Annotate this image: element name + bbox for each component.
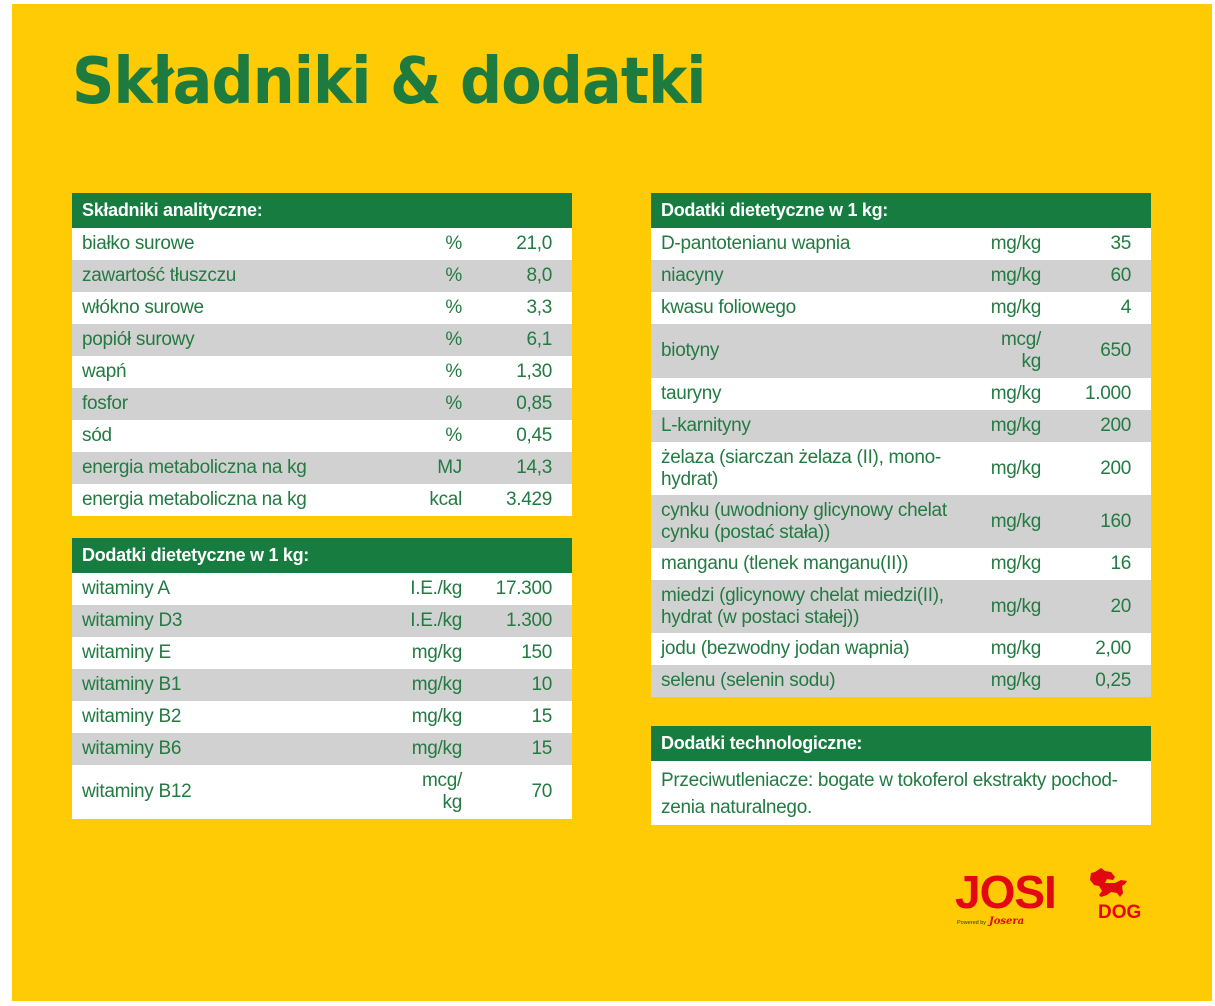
row-value: 15: [462, 733, 572, 765]
row-value: 650: [1041, 324, 1151, 378]
row-name: niacyny: [651, 260, 951, 292]
row-unit: mg/kg: [990, 457, 1041, 479]
dog-icon: [1090, 868, 1127, 897]
row-unit: I.E./kg: [410, 578, 462, 599]
row-unit: I.E./kg: [387, 605, 462, 637]
page-title: Składniki & dodatki: [72, 45, 706, 119]
row-value: 1.300: [462, 605, 572, 637]
row-unit: mg/kg: [387, 669, 462, 701]
row-value: 2,00: [1095, 638, 1131, 659]
logo-powered: Powered by: [957, 920, 987, 926]
row-unit: %: [387, 388, 462, 420]
table-row: [651, 324, 1151, 378]
logo-maker: Josera: [989, 916, 1025, 927]
table-row: [72, 420, 572, 452]
row-unit: MJ: [387, 452, 462, 484]
row-unit: mg/kg: [951, 495, 1041, 548]
table-row: [72, 573, 572, 605]
name-line: miedzi (glicynowy chelat miedzi(II),: [661, 584, 944, 606]
row-name: witaminy B1: [72, 669, 387, 701]
row-value: 21,0: [516, 233, 552, 254]
table-row: [651, 665, 1151, 697]
table-row: [651, 633, 1151, 665]
row-unit: mg/kg: [951, 580, 1041, 633]
row-unit: mg/kg: [990, 383, 1041, 404]
row-name: witaminy D3: [72, 605, 387, 637]
row-name: selenu (selenin sodu): [651, 665, 951, 697]
table-row: [72, 701, 572, 733]
row-value: 20: [1041, 580, 1151, 633]
row-name: białko surowe: [82, 233, 195, 254]
row-value: 70: [531, 781, 552, 802]
table-row: [72, 452, 572, 484]
row-unit: mg/kg: [990, 297, 1041, 318]
table-row: [72, 484, 572, 516]
additives-header: Dodatki dietetyczne w 1 kg:: [651, 193, 1151, 228]
table-row: [651, 378, 1151, 410]
row-unit: %: [445, 361, 462, 382]
name-line: żelaza (siarczan żelaza (II), mono-: [661, 446, 941, 468]
row-name: witaminy B6: [72, 733, 387, 765]
unit-line: mcg/: [1001, 329, 1041, 350]
row-name: zawartość tłuszczu: [72, 260, 387, 292]
row-name: biotyny: [651, 324, 951, 378]
row-unit: mg/kg: [411, 642, 462, 663]
analytic-table: [72, 193, 572, 516]
table-row: [72, 228, 572, 260]
row-name: energia metaboliczna na kg: [82, 489, 307, 510]
row-value: 160: [1041, 495, 1151, 548]
row-name: manganu (tlenek manganu(II)): [661, 553, 909, 574]
text-line: zenia naturalnego.: [661, 797, 812, 818]
row-value: 14,3: [462, 452, 572, 484]
table-row: [72, 356, 572, 388]
row-value: 10: [462, 669, 572, 701]
vitamins-table: [72, 538, 572, 819]
row-unit: kcal: [429, 489, 462, 510]
row-value: 200: [1041, 410, 1151, 442]
row-unit: mg/kg: [951, 260, 1041, 292]
row-name: D-pantotenianu wapnia: [661, 233, 851, 254]
row-name: popiół surowy: [72, 324, 387, 356]
logo-brand: JOSI: [955, 866, 1056, 918]
row-unit: %: [387, 324, 462, 356]
vitamins-header: Dodatki dietetyczne w 1 kg:: [72, 538, 572, 573]
name-line: cynku (postać stała)): [661, 521, 830, 543]
row-name: [651, 580, 951, 633]
table-row: [651, 442, 1151, 495]
row-value: 3,3: [526, 297, 552, 318]
row-unit: mg/kg: [411, 706, 462, 727]
row-value: 60: [1041, 260, 1151, 292]
row-name: włókno surowe: [82, 297, 204, 318]
unit-line: kg: [1021, 351, 1041, 372]
table-row: [651, 292, 1151, 324]
row-unit: %: [445, 233, 462, 254]
table-row: [72, 765, 572, 819]
row-name: energia metaboliczna na kg: [72, 452, 387, 484]
table-row: [651, 580, 1151, 633]
row-unit: mg/kg: [990, 638, 1041, 659]
unit-line: kg: [442, 792, 462, 813]
row-name: fosfor: [72, 388, 387, 420]
row-name: sód: [82, 425, 112, 446]
row-unit: [387, 765, 462, 819]
row-name: L-karnityny: [651, 410, 951, 442]
row-unit: mg/kg: [990, 553, 1041, 574]
row-name: witaminy B2: [82, 706, 182, 727]
analytic-header: Składniki analityczne:: [72, 193, 572, 228]
row-unit: mg/kg: [951, 665, 1041, 697]
table-row: [72, 324, 572, 356]
name-line: hydrat (w postaci stałej)): [661, 606, 860, 628]
table-row: [72, 260, 572, 292]
row-unit: %: [445, 425, 462, 446]
table-row: [72, 605, 572, 637]
row-value: 15: [531, 706, 552, 727]
row-unit: %: [387, 260, 462, 292]
row-name: tauryny: [661, 383, 722, 404]
row-unit: mg/kg: [990, 233, 1041, 254]
row-unit: %: [445, 297, 462, 318]
technological-table: [651, 726, 1151, 825]
logo-sub: DOG: [1098, 902, 1142, 923]
technological-header: Dodatki technologiczne:: [651, 726, 1151, 761]
row-value: 200: [1100, 457, 1131, 479]
row-value: 3.429: [505, 489, 552, 510]
row-value: 1,30: [516, 361, 552, 382]
row-value: 4: [1120, 297, 1131, 318]
row-name: jodu (bezwodny jodan wapnia): [661, 638, 910, 659]
table-row: [651, 548, 1151, 580]
josidog-logo: [955, 866, 1145, 928]
row-value: 8,0: [462, 260, 572, 292]
table-row: [651, 410, 1151, 442]
table-row: [651, 228, 1151, 260]
unit-line: mcg/: [422, 770, 462, 791]
row-value: 0,85: [462, 388, 572, 420]
name-line: hydrat): [661, 468, 719, 490]
row-name: kwasu foliowego: [661, 297, 796, 318]
table-row: [651, 495, 1151, 548]
table-row: [72, 733, 572, 765]
technological-text: [651, 761, 1151, 825]
row-value: 1.000: [1084, 383, 1131, 404]
row-name: witaminy B12: [82, 781, 192, 802]
row-value: 150: [521, 642, 552, 663]
row-name: witaminy E: [82, 642, 171, 663]
table-row: [651, 761, 1151, 825]
row-unit: mg/kg: [387, 733, 462, 765]
row-value: 6,1: [462, 324, 572, 356]
text-line: Przeciwutleniacze: bogate w tokoferol ekstrakty pochod-: [661, 770, 1118, 791]
row-value: 0,45: [516, 425, 552, 446]
row-value: 16: [1110, 553, 1131, 574]
table-row: [72, 388, 572, 420]
row-name: witaminy A: [82, 578, 170, 599]
table-row: [651, 260, 1151, 292]
table-row: [72, 292, 572, 324]
row-name: [651, 442, 951, 495]
name-line: cynku (uwodniony glicynowy chelat: [661, 499, 947, 521]
row-name: wapń: [82, 361, 127, 382]
table-row: [72, 637, 572, 669]
table-row: [72, 669, 572, 701]
row-value: 0,25: [1041, 665, 1151, 697]
row-value: 17.300: [495, 578, 552, 599]
row-unit: mg/kg: [951, 410, 1041, 442]
row-value: 35: [1110, 233, 1131, 254]
row-name: [651, 495, 951, 548]
additives-table: [651, 193, 1151, 697]
row-unit: [951, 324, 1041, 378]
